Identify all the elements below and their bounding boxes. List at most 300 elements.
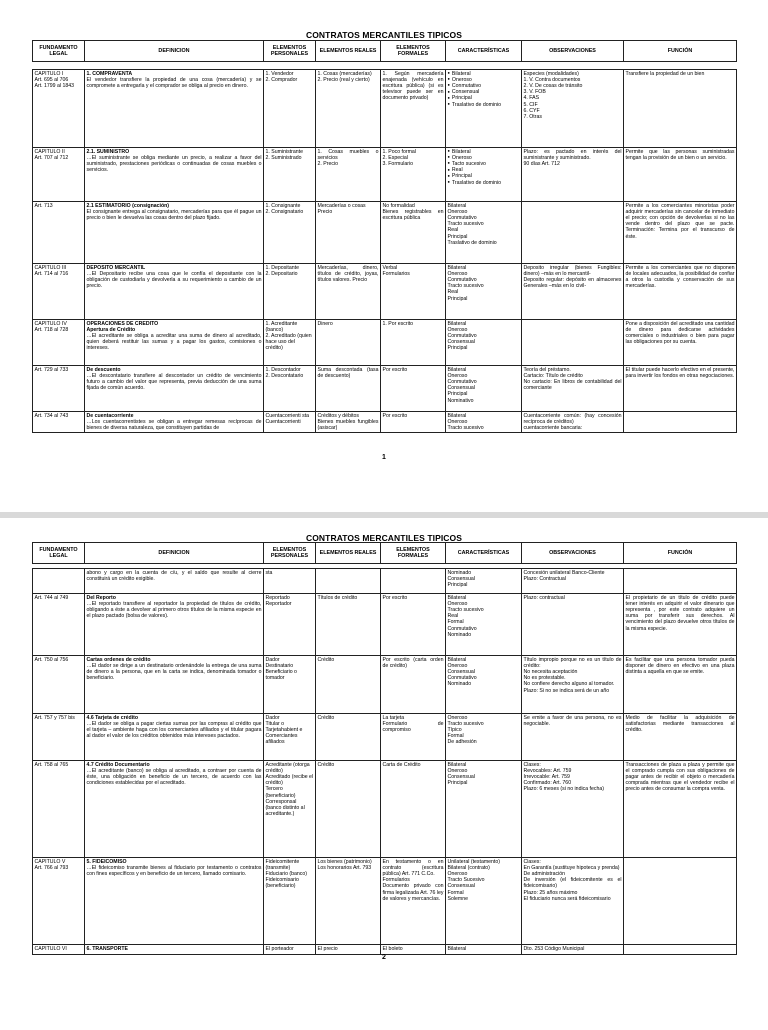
cell-elementos-personales (264, 945, 316, 955)
cell-line: Confirmado: Art. 760 (523, 780, 572, 787)
table-row (33, 148, 737, 202)
cell-line: Traslativo de dominio (447, 239, 497, 246)
cell-line: Real (447, 613, 459, 620)
cell-line: Crédito (317, 656, 335, 663)
cell-line: Fideicomisario (beneficiario) (265, 877, 299, 890)
cell-elementos-reales (316, 320, 381, 366)
cell-line: Principal (447, 391, 468, 398)
cell-caracteristicas (446, 761, 522, 858)
cell-line: 1. Según mercadería enajenada (vehículo en escritura pública) (si es televisor puede ser en documento privado) (382, 70, 444, 102)
cell-line: ● Principal (448, 173, 520, 179)
cell-elementos-formales (381, 594, 446, 656)
cell-elementos-formales (381, 202, 446, 264)
cell-caracteristicas (446, 858, 522, 945)
cell-line: 1. Poco formal (382, 148, 416, 155)
cell-line: 1. Descontador (265, 366, 301, 373)
cell-line: 2. Especial (382, 154, 408, 161)
cell-line: Art. 757 y 757 bis (34, 714, 75, 721)
cell-line: Crédito (317, 761, 335, 768)
cell-caracteristicas (446, 714, 522, 761)
cell-elementos-formales (381, 148, 446, 202)
cell-line: Nominado (447, 569, 472, 576)
cell-line: Consensual (447, 339, 475, 346)
table-row (33, 366, 737, 412)
cell-definicion (85, 594, 264, 656)
cell-elementos-reales (316, 412, 381, 433)
function-text: Transacciones de plaza a plaza y permite que el comprado cumpla con sus obligaciones de pagar antes de recibir el objeto o mercadería comprada mientras que el vendedor recibe el precio antes de consumar la compra venta. (625, 761, 735, 793)
cell-line: Bilateral (447, 594, 467, 601)
cell-line: Especies (modalidades) (523, 70, 579, 77)
cell-line: 6. CYF (523, 107, 540, 114)
cell-line: Art. 766 al 793 (34, 864, 69, 871)
cell-elementos-personales (264, 70, 316, 148)
cell-caracteristicas (446, 320, 522, 366)
cell-fundamento-legal (33, 366, 85, 412)
cell-line: Plazo: 6 meses (si no indica fecha) (523, 786, 604, 793)
cell-line: Plazo: contractual (523, 594, 565, 601)
cell-line: Mercaderías o cosas (317, 202, 366, 209)
cell-line: Titular o Tarjetahabient e (265, 720, 303, 733)
cell-line: Créditos y débitos (317, 412, 360, 419)
cell-line: Formularios (382, 877, 410, 884)
cell-line: Nominado (447, 681, 472, 688)
cell-line: Oneroso (447, 418, 468, 425)
cell-line: Oneroso (447, 600, 468, 607)
cell-line: Bienes registrables en escritura pública (382, 208, 444, 221)
cell-line: Nominado (447, 631, 472, 638)
cell-observaciones (522, 761, 624, 858)
contract-name: 2.1 ESTIMATORIO (consignación) (86, 202, 170, 209)
definition-text: …El fideicomiso transmite bienes al fiduciario por testamento o contratos con fines específicos y en beneficio de un tercero, llamado comisario. (86, 864, 262, 877)
cell-line: La tarjeta (382, 714, 405, 721)
cell-line: Art. 744 al 749 (34, 594, 69, 601)
contracts-table (32, 568, 737, 955)
cell-line: Dto. 253 Código Municipal (523, 945, 585, 952)
contract-name: DEPOSITO MERCANTIL (86, 264, 146, 271)
cell-line: 2. Precio (real y cierto) (317, 76, 370, 83)
cell-fundamento-legal (33, 320, 85, 366)
cell-elementos-formales (381, 366, 446, 412)
cell-line: 2. Consignatario (265, 208, 304, 215)
cell-observaciones (522, 714, 624, 761)
cell-elementos-reales (316, 264, 381, 320)
cell-line: No cartacio: En libros de contabilidad del comerciante (523, 378, 622, 392)
cell-elementos-formales (381, 412, 446, 433)
cell-line: Título impropio porque no es un título de crédito: (523, 656, 622, 669)
cell-line: Teoría del préstamo. (523, 366, 571, 373)
cell-caracteristicas (446, 148, 522, 202)
cell-caracteristicas (446, 366, 522, 412)
cell-line: Documento privado con firma legalizada Art. 76 ley de valores y mercancías. (382, 883, 444, 902)
header-personales: ELEMENTOS PERSONALES (264, 41, 316, 62)
cell-elementos-personales (264, 366, 316, 412)
cell-line: Art. 695 al 706 (34, 76, 69, 83)
cell-elementos-reales (316, 714, 381, 761)
cell-line: Destinatario (265, 662, 294, 669)
definition-text: …Los cuentacorrentistes se obligan a entregar remesas recíprocas de bienes de diversa naturaleza, que constituyen partidas de (86, 418, 262, 431)
cell-line: Art. 718 al 728 (34, 326, 69, 333)
cell-line: Consensual (447, 773, 475, 780)
cell-funcion (624, 264, 737, 320)
cell-line: CAPITULO I (34, 70, 64, 77)
table-row (33, 761, 737, 858)
cell-elementos-formales (381, 945, 446, 955)
cell-funcion (624, 148, 737, 202)
header-formales: ELEMENTOS FORMALES (381, 41, 446, 62)
cell-line: Reportado (265, 594, 290, 601)
cell-line: 1. Cosas muebles o servicios (317, 148, 379, 161)
cell-line: ● Oneroso (448, 155, 520, 161)
cell-line: Precio (317, 208, 333, 215)
cell-line: sta (265, 569, 273, 576)
cell-line: ● Conmutativo (448, 83, 520, 89)
cell-line: Fideicomitente (transmite) (265, 858, 300, 871)
contract-name: OPERACIONES DE CREDITO (86, 320, 159, 327)
table-row (33, 264, 737, 320)
cell-line: No formalidad (382, 202, 415, 209)
header-reales: ELEMENTOS REALES (316, 543, 381, 564)
cell-observaciones (522, 366, 624, 412)
cell-observaciones (522, 858, 624, 945)
cell-line: Dador (265, 656, 280, 663)
cell-funcion (624, 569, 737, 594)
cell-elementos-reales (316, 569, 381, 594)
contract-name: Del Reporto (86, 594, 116, 601)
cell-line: Deposito regular: depósito en almacenes Generales –más en lo civil- (523, 276, 622, 290)
cell-line: Art. 714 al 716 (34, 270, 69, 277)
cell-line: Oneroso (447, 767, 468, 774)
cell-line: De inversión (el fideicomitente es el fideicomisario) (523, 877, 622, 890)
cell-line: Art. 707 al 712 (34, 154, 69, 161)
definition-text: El vendedor transfiere la propiedad de una cosa (mercadería) y se compromete a entregarla y el comprador se obliga al precio en dinero. (86, 76, 262, 89)
cell-line: Oneroso (447, 662, 468, 669)
cell-line: Por escrito (382, 366, 408, 373)
cell-line: Conmutativo (447, 276, 477, 283)
function-text: El titular puede hacerlo efectivo en el presente, para invertir los fondos en otras negociaciones. (625, 366, 735, 379)
table-row (33, 412, 737, 433)
cell-fundamento-legal (33, 70, 85, 148)
cell-line: Formal (447, 619, 464, 626)
cell-line: Art. 734 al 743 (34, 412, 69, 419)
cell-line: Conmutativo (447, 378, 477, 385)
table-row (33, 945, 737, 955)
cell-line: 3. Formulario (382, 160, 414, 167)
header-reales: ELEMENTOS REALES (316, 41, 381, 62)
cell-line: 1. Acreditante (banco) (265, 320, 298, 333)
cell-line: Unilateral (testamento) (447, 858, 500, 865)
cell-elementos-reales (316, 70, 381, 148)
cell-line: Oneroso (447, 372, 468, 379)
cell-line: Bilateral (447, 202, 467, 209)
cell-line: Principal (447, 295, 468, 302)
cell-line: Plazo: Si no se indica será de un año (523, 687, 610, 694)
header-funcion: FUNCIÓN (624, 41, 737, 62)
cell-line: Bilateral (447, 412, 467, 419)
cell-line: El boleto (382, 945, 403, 952)
cell-line: Formal (447, 889, 464, 896)
cell-caracteristicas (446, 202, 522, 264)
cell-line: ● Bilateral (448, 149, 520, 155)
cell-elementos-formales (381, 264, 446, 320)
cell-funcion (624, 594, 737, 656)
cell-line: Se emite a favor de una persona, no es negociable. (523, 714, 622, 727)
cell-fundamento-legal (33, 412, 85, 433)
cell-definicion (85, 366, 264, 412)
cell-elementos-formales (381, 858, 446, 945)
cell-fundamento-legal (33, 569, 85, 594)
cell-fundamento-legal (33, 858, 85, 945)
cell-line: No es protestable. (523, 675, 566, 682)
cell-elementos-formales (381, 656, 446, 714)
cell-line: Por escrito (382, 594, 408, 601)
cell-definicion (85, 656, 264, 714)
cell-elementos-personales (264, 656, 316, 714)
cell-line: Crédito (317, 714, 335, 721)
cell-line: En testamento o en contrato (escritura pública) Art. 771 C.Co. (382, 858, 444, 877)
cell-elementos-personales (264, 761, 316, 858)
page-title: CONTRATOS MERCANTILES TIPICOS (305, 30, 463, 40)
cell-definicion (85, 412, 264, 433)
function-text: Pone a disposición del acreditado una cantidad de dinero para dedicarse actividades comerciales o industriales o bien para pagar las obligaciones por su cuenta. (625, 320, 735, 346)
header-caracteristicas: CARACTERÍSTICAS (446, 41, 522, 62)
cell-line: ● Traslativo de dominio (448, 180, 520, 186)
definition-text: …El descontatario transfiere al descontador un crédito de vencimiento futuro a cambio del valor que representa, previa deducción de una suma fijada de común acuerdo. (86, 372, 262, 392)
definition-text: …El dador se obliga a pagar ciertas sumas por las compras al crédito que el tarjeta – ambiente haga con los comerciantes afiliados y el titular pagara al dador el valor de los créditos obtenidos más intereses pactados. (86, 720, 262, 740)
cell-line: El precio (317, 945, 338, 952)
table-row (33, 858, 737, 945)
cell-line: Los bienes (patrimonio) (317, 858, 372, 865)
cell-line: 1. V. Contra documentos (523, 76, 581, 83)
cell-caracteristicas (446, 945, 522, 955)
cell-line: Bienes muebles fungibles (asiscar) (317, 418, 379, 431)
cell-definicion (85, 945, 264, 955)
cell-line: 2. Precio (317, 160, 338, 167)
cell-line: Art. 1799 al 1843 (34, 82, 75, 89)
cell-funcion (624, 412, 737, 433)
cell-funcion (624, 858, 737, 945)
function-text: El propietario de un título de crédito puede tener interés en adquirir el valor dinerario que representa , por este contrato adquiere un suma por transferir sus derechos. Al vencimiento del plazo devuelve otros títulos de la misma especie. (625, 594, 735, 632)
cell-line: De administración (523, 870, 566, 877)
cell-line: 3. V. FOB (523, 89, 546, 96)
cell-line: El porteador (265, 945, 294, 952)
cell-line: Mercaderías, dinero, títulos de crédito, joyas, títulos valores. Precio (317, 264, 379, 283)
cell-line: Títulos de crédito (317, 594, 358, 601)
cell-line: Bilateral (447, 264, 467, 271)
cell-elementos-reales (316, 761, 381, 858)
cell-line: Consensual (447, 385, 475, 392)
cell-line: Fiduciario (banco) (265, 870, 308, 877)
cell-elementos-personales (264, 148, 316, 202)
cell-line: 2. Depositario (265, 270, 298, 277)
cell-line: Revocables: Art. 759 (523, 767, 572, 774)
cell-elementos-personales (264, 264, 316, 320)
function-text: Transfiere la propiedad de un bien (625, 70, 705, 77)
cell-line: Oneroso (447, 326, 468, 333)
cell-line: CAPITULO VI (34, 945, 67, 952)
cell-line: Deposito irregular (bienes Fungibles: dinero) –más en lo mercantil- (523, 264, 622, 277)
function-text: Permite a los comerciantes minoristas poder adquirir mercaderías sin cancelar de inmediato el precio; con opción de devolverlas si no las vende dentro del plazo que se pacte. Terminación: Termina por el transcurso de éste. (625, 202, 735, 240)
cell-definicion (85, 264, 264, 320)
cell-line: Comerciantes afiliados (265, 733, 298, 746)
contracts-table (32, 69, 737, 433)
cell-elementos-reales (316, 656, 381, 714)
cell-funcion (624, 656, 737, 714)
cell-funcion (624, 202, 737, 264)
cell-line: Dinero (317, 320, 333, 327)
cell-line: Plazo: 25 años máximo (523, 889, 578, 896)
contract-name: Cartas ordenes de crédito (86, 656, 151, 663)
cell-observaciones (522, 148, 624, 202)
cell-fundamento-legal (33, 656, 85, 714)
function-text: Medio de facilitar la adquisición de satisfactorias mediante transacciones al crédito. (625, 714, 735, 733)
cell-observaciones (522, 264, 624, 320)
header-definicion: DEFINICION (85, 543, 264, 564)
cell-line: Clases: (523, 761, 541, 768)
cell-elementos-reales (316, 366, 381, 412)
cell-elementos-formales (381, 569, 446, 594)
definition-text: …El reportado transfiere al reportador la propiedad de títulos de crédito, obligando a éste a devolver al primero otros títulos de la misma especie en el plazo pactado (bolsa de valores). (86, 600, 262, 620)
cell-line: Formulario de compromiso (382, 720, 444, 733)
contract-name: De cuentacorriente (86, 412, 134, 419)
header-definicion: DEFINICION (85, 41, 264, 62)
cell-caracteristicas (446, 70, 522, 148)
table-row (33, 594, 737, 656)
contract-name: 2.1. SUMINISTRO (86, 148, 130, 155)
cell-line: 7. Otras (523, 113, 542, 120)
function-text: Permite a los comerciantes que no disponen de locales adecuados, la posibilidad de confiar a otros la custodia y conservación de sus mercaderías. (625, 264, 735, 290)
cell-line: Art. 729 al 733 (34, 366, 69, 373)
cell-line: Formal (447, 733, 464, 740)
cell-line: Acreditante (otorga crédito) (265, 761, 310, 774)
cell-line: Tracto Sucesivo (447, 877, 485, 884)
table-row (33, 320, 737, 366)
cell-line: Consensual (447, 883, 475, 890)
cell-line: cuentacorriente bancaria: (523, 424, 583, 431)
cell-observaciones (522, 202, 624, 264)
cell-definicion (85, 569, 264, 594)
cell-line: Real (447, 289, 459, 296)
cell-line: No necesita aceptación (523, 668, 578, 675)
cell-line: 1. Depositante (265, 264, 299, 271)
cell-line: Bilateral (447, 320, 467, 327)
cell-line: Bilateral (447, 656, 467, 663)
cell-line: 1. Suministrante (265, 148, 303, 155)
cell-line: Reportador (265, 600, 292, 607)
cell-line: 1. Por escrito (382, 320, 414, 327)
cell-line: Formularios (382, 270, 410, 277)
cell-observaciones (522, 320, 624, 366)
cell-line: 90 días Art. 712 (523, 160, 560, 167)
cell-line: Real (447, 227, 459, 234)
cell-line: Los honorarios Art. 793 (317, 864, 372, 871)
cell-line: Tracto sucesivo (447, 221, 484, 228)
cell-line: ● Traslativo de dominio (448, 102, 520, 108)
cell-elementos-formales (381, 320, 446, 366)
cell-line: Cartacio: Título de crédito (523, 372, 583, 379)
contract-subname: Apertura de Crédito (86, 326, 136, 333)
cell-line: Verbal (382, 264, 398, 271)
cell-line: De adhesión (447, 739, 477, 746)
cell-observaciones (522, 70, 624, 148)
cell-line: Bilateral (447, 366, 467, 373)
cell-line: Carta de Crédito (382, 761, 421, 768)
cell-line: Concesión unilateral Banco-Cliente (523, 569, 605, 576)
header-funcion: FUNCIÓN (624, 543, 737, 564)
cell-elementos-personales (264, 714, 316, 761)
table-row (33, 569, 737, 594)
cell-line: CAPITULO IV (34, 320, 67, 327)
cell-definicion (85, 761, 264, 858)
cell-line: ● Consensual (448, 89, 520, 95)
cell-line: Principal (447, 780, 468, 787)
table-row (33, 202, 737, 264)
cell-fundamento-legal (33, 714, 85, 761)
cell-line: Conmutativo (447, 214, 477, 221)
cell-elementos-reales (316, 202, 381, 264)
cell-definicion (85, 70, 264, 148)
cell-elementos-personales (264, 594, 316, 656)
header-observaciones: OBSERVACIONES (522, 41, 624, 62)
header-personales: ELEMENTOS PERSONALES (264, 543, 316, 564)
contract-name: De descuento (86, 366, 121, 373)
cell-line: Conmutativo (447, 332, 477, 339)
header-observaciones: OBSERVACIONES (522, 543, 624, 564)
cell-line: Bilateral (447, 945, 467, 952)
page-number: 1 (382, 454, 386, 461)
cell-line: Oneroso (447, 870, 468, 877)
cell-funcion (624, 70, 737, 148)
cell-elementos-personales (264, 569, 316, 594)
definition-text: El consignante entrega al consignatario, mercaderías para que él pague un precio o bien le devuelva las cosas dentro del plazo fijado. (86, 208, 262, 221)
table-row (33, 656, 737, 714)
cell-line: Típico (447, 726, 462, 733)
cell-elementos-reales (316, 858, 381, 945)
cell-definicion (85, 858, 264, 945)
cell-definicion (85, 202, 264, 264)
cell-line: Cuentacorrienti sta (265, 412, 310, 419)
cell-caracteristicas (446, 412, 522, 433)
cell-line: 2. Suministrado (265, 154, 302, 161)
cell-line: Plazo: es pactado en interés del suministrante y suministrado. (523, 148, 622, 161)
cell-line: 1. Consignante (265, 202, 301, 209)
cell-line: Consensual (447, 668, 475, 675)
cell-funcion (624, 761, 737, 858)
cell-observaciones (522, 594, 624, 656)
definition-text: …El acreditante se obliga a acreditar una suma de dinero al acreditado, quien deberá restituir las sumas y a pagar los gastos, comisiones o intereses. (86, 332, 262, 352)
definition-text: …El Depositario recibe una cosa que le confía el depositante con la obligación de custodiarla y devolverla a su requerimiento a cambio de un precio. (86, 270, 262, 290)
cell-line: Oneroso (447, 208, 468, 215)
cell-line: CAPITULO V (34, 858, 66, 865)
cell-elementos-reales (316, 945, 381, 955)
cell-line: Cuentacorriente común: (hay concesión recíproca de créditos) (523, 412, 622, 425)
cell-line: Clases: (523, 858, 541, 865)
cell-line: ● Principal (448, 95, 520, 101)
cell-caracteristicas (446, 594, 522, 656)
cell-definicion (85, 320, 264, 366)
cell-line: ● Oneroso (448, 77, 520, 83)
cell-line: 1. Cosas (mercaderías) (317, 70, 372, 77)
cell-elementos-formales (381, 70, 446, 148)
cell-line: Corresponsal (banco distinto al acreditante.) (265, 798, 305, 818)
cell-line: Por escrito (carta orden de crédito) (382, 656, 444, 669)
cell-caracteristicas (446, 569, 522, 594)
cell-elementos-personales (264, 202, 316, 264)
cell-definicion (85, 714, 264, 761)
cell-line: Oneroso (447, 714, 468, 721)
cell-line: Tracto sucesivo (447, 283, 484, 290)
cell-line: Tracto sucesivo (447, 424, 484, 431)
cell-line: No confiere derecho alguno al tomador. (523, 681, 615, 688)
